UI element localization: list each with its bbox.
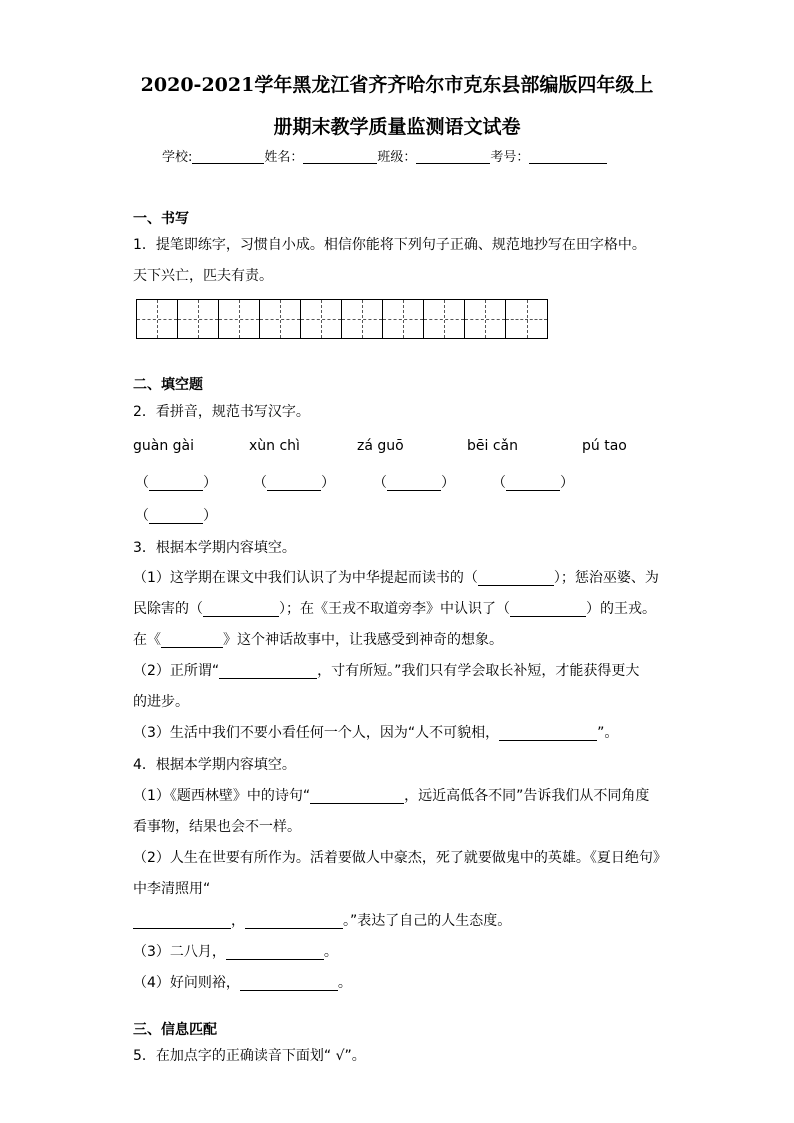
exam-title-line-1: 2020-2021学年黑龙江省齐齐哈尔市克东县部编版四年级上 bbox=[140, 74, 654, 96]
blank-4-2-a[interactable] bbox=[133, 913, 231, 929]
grid-cell[interactable] bbox=[219, 300, 260, 338]
tian-zi-ge-grid[interactable] bbox=[136, 299, 548, 339]
name-label: 姓名： bbox=[264, 150, 304, 165]
answer-box-2[interactable]: （ ） bbox=[253, 475, 335, 491]
question-4-2-line-1: （2）人生在世要有所作为。活着要做人中豪杰，死了就要做鬼中的英雄。《夏日绝句》 bbox=[133, 850, 667, 866]
grid-cell[interactable] bbox=[260, 300, 301, 338]
pinyin-5: pú tao bbox=[582, 438, 627, 454]
blank-4-3[interactable] bbox=[226, 944, 324, 960]
section-1-heading: 一、书写 bbox=[133, 211, 189, 227]
question-4: 4．根据本学期内容填空。 bbox=[133, 757, 296, 773]
grid-cell[interactable] bbox=[137, 300, 178, 338]
exam-title-line-2: 册期末教学质量监测语文试卷 bbox=[273, 116, 521, 138]
question-1: 1．提笔即练字，习惯自小成。相信你能将下列句子正确、规范地抄写在田字格中。 bbox=[133, 237, 646, 253]
question-5: 5．在加点字的正确读音下面划“ √”。 bbox=[133, 1048, 366, 1064]
blank-3-1-d[interactable] bbox=[161, 632, 223, 648]
question-3-1-line-2: 民除害的（ ）；在《王戎不取道旁李》中认识了（ ）的王戎。 bbox=[133, 601, 656, 617]
question-3-1-line-3: 在《 》这个神话故事中，让我感受到神奇的想象。 bbox=[133, 632, 503, 648]
answer-box-1[interactable]: （ ） bbox=[135, 475, 217, 491]
copy-sentence: 天下兴亡，匹夫有责。 bbox=[133, 268, 273, 284]
question-4-2-line-3: ， 。”表达了自己的人生态度。 bbox=[133, 910, 511, 930]
question-3-2-line-2: 的进步。 bbox=[133, 694, 189, 710]
grid-cell[interactable] bbox=[301, 300, 342, 338]
blank-4-1[interactable] bbox=[310, 788, 404, 804]
answer-box-3[interactable]: （ ） bbox=[373, 475, 455, 491]
number-label: 考号： bbox=[490, 150, 530, 165]
answer-box-4[interactable]: （ ） bbox=[492, 475, 574, 491]
blank-3-1-a[interactable] bbox=[478, 570, 554, 586]
question-4-2-line-2: 中李清照用“ bbox=[133, 881, 211, 897]
question-3: 3．根据本学期内容填空。 bbox=[133, 540, 296, 556]
class-field[interactable] bbox=[416, 149, 490, 164]
number-field[interactable] bbox=[529, 149, 607, 164]
name-field[interactable] bbox=[303, 149, 377, 164]
blank-3-3[interactable] bbox=[499, 725, 597, 741]
pinyin-3: zá guō bbox=[357, 438, 404, 454]
grid-cell[interactable] bbox=[465, 300, 506, 338]
grid-cell[interactable] bbox=[506, 300, 547, 338]
class-label: 班级： bbox=[377, 150, 417, 165]
blank-4-2-b[interactable] bbox=[245, 913, 343, 929]
question-4-4: （4）好问则裕， 。 bbox=[133, 975, 352, 991]
blank-4-4[interactable] bbox=[240, 975, 338, 991]
blank-3-1-b[interactable] bbox=[203, 601, 279, 617]
blank-3-1-c[interactable] bbox=[510, 601, 586, 617]
answer-box-5[interactable]: （ ） bbox=[135, 508, 217, 524]
school-label: 学校: bbox=[162, 150, 193, 165]
pinyin-2: xùn chì bbox=[249, 438, 300, 454]
pinyin-1: guàn gài bbox=[133, 438, 195, 454]
question-2: 2．看拼音，规范书写汉字。 bbox=[133, 404, 310, 420]
blank-3-2[interactable] bbox=[219, 663, 317, 679]
section-3-heading: 三、信息匹配 bbox=[133, 1022, 217, 1038]
question-4-1-line-1: （1）《题西林壁》中的诗句“ ，远近高低各不同”告诉我们从不同角度 bbox=[133, 788, 650, 804]
pinyin-4: bēi cǎn bbox=[467, 438, 518, 454]
question-3-2-line-1: （2）正所谓“ ，寸有所短。”我们只有学会取长补短，才能获得更大 bbox=[133, 663, 640, 679]
question-3-1-line-1: （1）这学期在课文中我们认识了为中华提起而读书的（ ）；惩治巫婆、为 bbox=[133, 570, 659, 586]
section-2-heading: 二、填空题 bbox=[133, 377, 203, 393]
student-info-row bbox=[162, 146, 607, 165]
school-field[interactable] bbox=[192, 149, 264, 164]
question-4-1-line-2: 看事物，结果也会不一样。 bbox=[133, 819, 301, 835]
grid-cell[interactable] bbox=[424, 300, 465, 338]
grid-cell[interactable] bbox=[342, 300, 383, 338]
question-3-3: （3）生活中我们不要小看任何一个人，因为“人不可貌相， ”。 bbox=[133, 725, 619, 741]
grid-cell[interactable] bbox=[178, 300, 219, 338]
question-4-3: （3）二八月， 。 bbox=[133, 944, 338, 960]
grid-cell[interactable] bbox=[383, 300, 424, 338]
